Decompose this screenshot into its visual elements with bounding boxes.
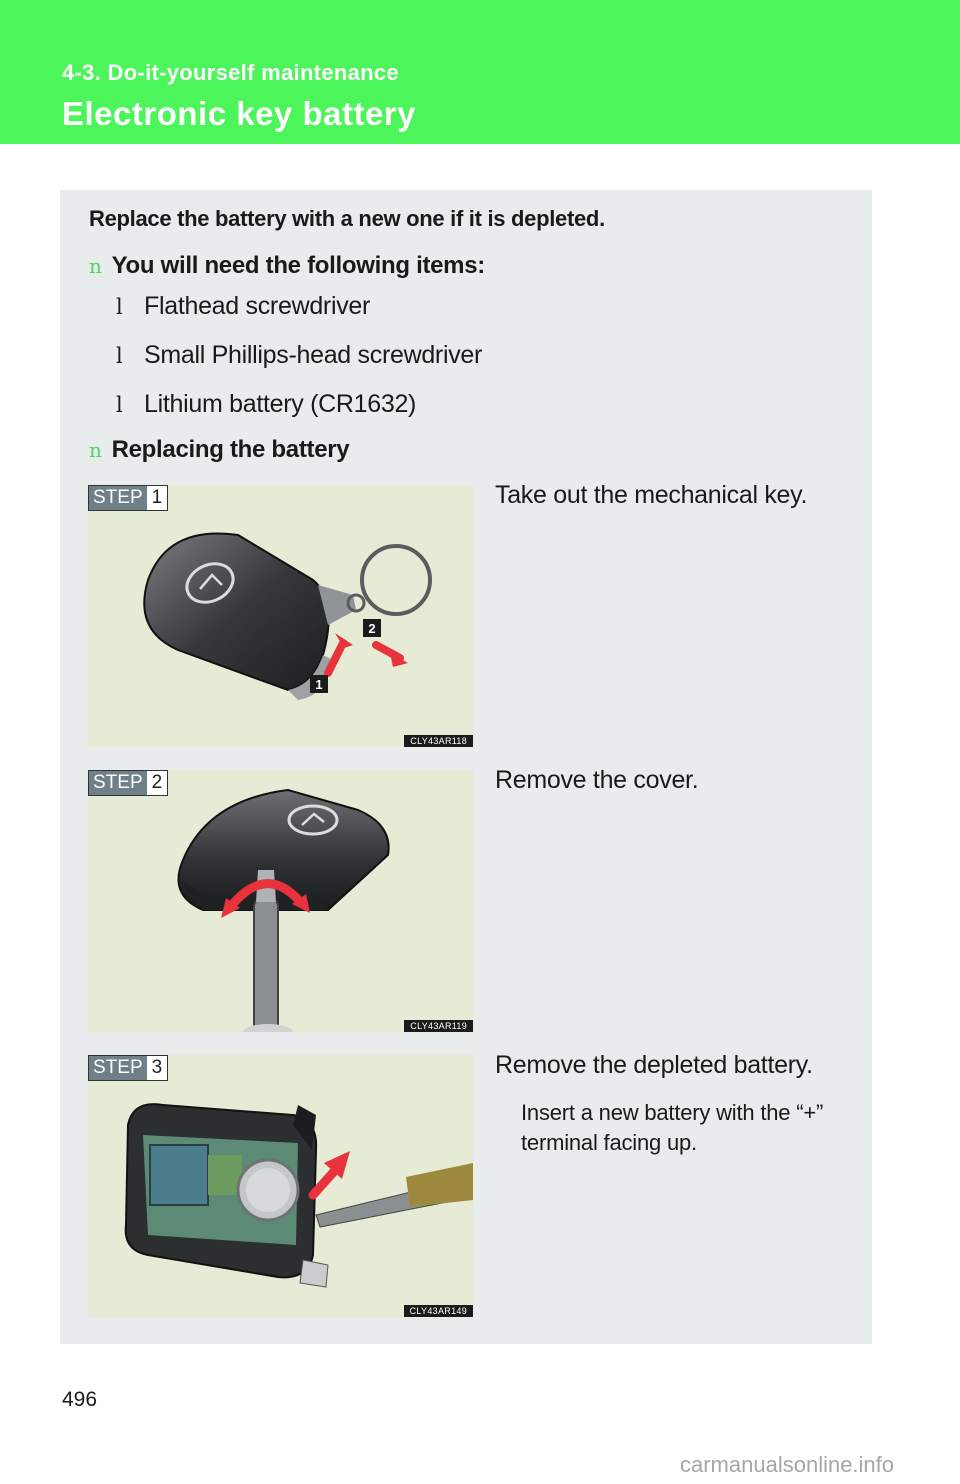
list-item-text: Small Phillips-head screwdriver: [144, 341, 483, 369]
needs-heading-text: You will need the following items:: [111, 252, 485, 279]
callout-2: 2: [368, 621, 376, 636]
step-badge: [88, 1055, 168, 1081]
step3-text: Remove the depleted battery.: [495, 1051, 813, 1079]
cover-removal-image: [88, 770, 473, 1032]
image-code: CLY43AR149: [404, 1305, 473, 1317]
item-marker: l: [116, 295, 123, 319]
item-marker: l: [116, 344, 123, 368]
replacing-heading-text: Replacing the battery: [111, 436, 350, 463]
page-title: Electronic key battery: [62, 95, 416, 132]
needs-list: [116, 290, 482, 437]
step-word: STEP: [89, 1056, 147, 1080]
key-fob-image: [88, 485, 473, 747]
list-item: [116, 388, 482, 437]
step-number: 1: [151, 487, 163, 508]
step-number: 2: [151, 772, 163, 793]
list-item-text: Lithium battery (CR1632): [144, 390, 417, 418]
step-word: STEP: [89, 771, 147, 795]
list-item-text: Flathead screwdriver: [144, 292, 371, 320]
header-band: [0, 0, 960, 144]
replacing-heading: [89, 436, 349, 464]
image-code: CLY43AR119: [404, 1020, 473, 1032]
bullet-marker: n: [89, 438, 102, 462]
watermark: carmanualsonline.info: [680, 1452, 895, 1477]
step-badge: [88, 770, 168, 796]
step-number: 3: [151, 1057, 163, 1078]
step-word: STEP: [89, 486, 147, 510]
battery-removal-image: [88, 1055, 473, 1317]
bullet-marker: n: [89, 254, 102, 278]
page-number: 496: [62, 1388, 98, 1411]
step1-text: Take out the mechanical key.: [495, 481, 808, 509]
image-code: CLY43AR118: [404, 735, 473, 747]
intro-text: Replace the battery with a new one if it is depleted.: [89, 206, 605, 231]
step3-note: Insert a new battery with the “+” terminal facing up.: [521, 1100, 824, 1155]
step2-text: Remove the cover.: [495, 766, 699, 794]
step-badge: [88, 485, 168, 511]
item-marker: l: [116, 393, 123, 417]
list-item: [116, 339, 482, 388]
step2-illustration: [88, 770, 473, 1032]
step1-illustration: [88, 485, 473, 747]
step3-illustration: [88, 1055, 473, 1317]
needs-heading: [89, 252, 485, 280]
callout-1: 1: [315, 677, 323, 692]
section-label: 4-3. Do-it-yourself maintenance: [62, 60, 399, 85]
list-item: [116, 290, 482, 339]
